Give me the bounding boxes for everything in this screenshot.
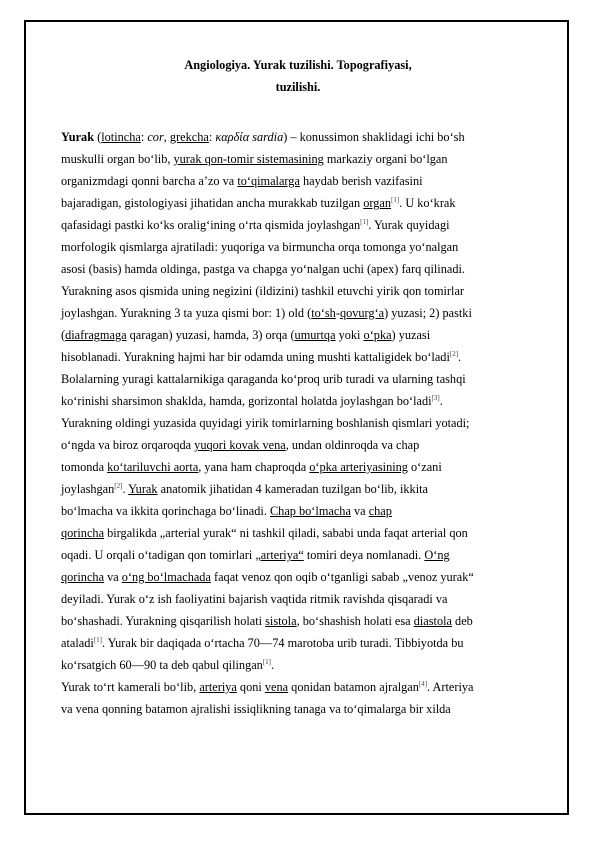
hyperlink[interactable]: lotincha bbox=[101, 130, 141, 144]
text-line bbox=[61, 500, 541, 522]
text-run: ko‘rinishi sharsimon shaklda, hamda, gorizontal holatda joylashgan bo‘ladi bbox=[61, 394, 432, 408]
text-run: ko‘rsatgich 60—90 ta deb qabul qilingan bbox=[61, 658, 263, 672]
text-line bbox=[61, 126, 541, 148]
citation-ref[interactable]: [1] bbox=[360, 218, 369, 226]
text-run: ( bbox=[94, 130, 102, 144]
hyperlink[interactable]: chap bbox=[368, 504, 392, 518]
text-run: yoki bbox=[335, 328, 364, 342]
hyperlink[interactable]: vena bbox=[264, 680, 289, 694]
text-line bbox=[61, 302, 541, 324]
hyperlink[interactable]: o‘pka bbox=[363, 328, 392, 342]
text-run: . Yurak quyidagi bbox=[368, 218, 450, 232]
text-run: ) yuzasi; 2) pastki bbox=[384, 306, 472, 320]
text-run: ) yuzasi bbox=[391, 328, 431, 342]
text-run: ( bbox=[61, 328, 66, 342]
text-line bbox=[61, 412, 541, 434]
text-run: : bbox=[208, 130, 216, 144]
hyperlink[interactable]: umurtqa bbox=[294, 328, 336, 342]
text-line bbox=[61, 676, 541, 698]
text-run: . bbox=[439, 394, 443, 408]
text-line bbox=[61, 214, 541, 236]
hyperlink[interactable]: organ bbox=[363, 196, 391, 210]
text-line bbox=[61, 192, 541, 214]
text-run: Bolalarning yuragi kattalarnikiga qaraganda ko‘proq urib turadi va ularning tashqi bbox=[61, 372, 466, 386]
text-run: ) – konussimon shaklidagi ichi bo‘sh bbox=[283, 130, 465, 144]
text-line bbox=[61, 610, 541, 632]
text-run: va bbox=[350, 504, 369, 518]
text-run: qoni bbox=[236, 680, 265, 694]
text-run: : bbox=[140, 130, 148, 144]
text-line bbox=[61, 544, 541, 566]
text-run: deb bbox=[451, 614, 473, 628]
text-line bbox=[61, 654, 541, 676]
text-line bbox=[61, 698, 541, 720]
hyperlink[interactable]: O‘ng bbox=[424, 548, 450, 562]
text-run: morfologik qismlarga ajratiladi: yuqoriga va birmuncha orqa tomonga yo‘nalgan bbox=[61, 240, 459, 254]
text-run: asosi (basis) hamda oldinga, pastga va chapga yo‘nalgan uchi (apex) farq qilinadi. bbox=[61, 262, 465, 276]
text-line bbox=[61, 588, 541, 610]
text-run: Yurakning oldingi yuzasida quyidagi yirik tomirlarning boshlanish qismlari yotadi; bbox=[61, 416, 470, 430]
text-run: bo‘shashadi. Yurakning qisqarilish holati bbox=[61, 614, 266, 628]
citation-ref[interactable]: [2] bbox=[114, 482, 123, 490]
text-line bbox=[61, 566, 541, 588]
text-run: , yana ham chaproqda bbox=[198, 460, 310, 474]
text-run: qafasidagi pastki ko‘ks oralig‘ining o‘rta qismida joylashgan bbox=[61, 218, 361, 232]
text-run: deyiladi. Yurak o‘z ish faoliyatini bajarish vaqtida ritmik ravishda qisqaradi va bbox=[61, 592, 448, 606]
text-run: markaziy organi bo‘lgan bbox=[323, 152, 448, 166]
text-run: anatomik jihatidan 4 kameradan tuzilgan bo‘lib, ikkita bbox=[157, 482, 428, 496]
text-run: Yurakning asos qismida uning negizini (ildizini) tashkil etuvchi yirik qon tomirlar bbox=[61, 284, 464, 298]
text-line bbox=[61, 236, 541, 258]
text-run: va vena qonning batamon ajralishi issiqlikning tanaga va to‘qimalarga bir xilda bbox=[61, 702, 451, 716]
text-run: - bbox=[335, 306, 340, 320]
text-run: . bbox=[271, 658, 275, 672]
text-run: bajaradigan, gistologiyasi jihatidan ancha murakkab tuzilgan bbox=[61, 196, 364, 210]
text-run: qaragan) yuzasi, hamda, 3) orqa ( bbox=[126, 328, 295, 342]
citation-ref[interactable]: [1] bbox=[391, 196, 400, 204]
text-run: . Arteriya bbox=[427, 680, 474, 694]
hyperlink[interactable]: to‘sh bbox=[311, 306, 336, 320]
hyperlink[interactable]: Chap bo‘lmacha bbox=[269, 504, 351, 518]
text-run: . bbox=[122, 482, 129, 496]
citation-ref[interactable]: [1] bbox=[262, 658, 272, 666]
text-line bbox=[61, 148, 541, 170]
text-run: καρδία sardia bbox=[215, 130, 284, 144]
hyperlink[interactable]: „arteriya“ bbox=[255, 548, 304, 562]
text-line bbox=[61, 478, 541, 500]
hyperlink[interactable]: yuqori kovak vena bbox=[194, 438, 286, 452]
text-line bbox=[61, 324, 541, 346]
paragraph-2 bbox=[61, 676, 541, 720]
text-line bbox=[61, 258, 541, 280]
text-run: haydab berish vazifasini bbox=[299, 174, 423, 188]
text-run: muskulli organ bo‘lib, bbox=[61, 152, 174, 166]
text-run: , bo‘shashish holati esa bbox=[296, 614, 414, 628]
citation-ref[interactable]: [1] bbox=[93, 636, 102, 644]
hyperlink[interactable]: diastola bbox=[413, 614, 452, 628]
text-run: ataladi bbox=[61, 636, 94, 650]
text-run: . U ko‘krak bbox=[399, 196, 456, 210]
hyperlink[interactable]: grekcha bbox=[169, 130, 209, 144]
text-run: organizmdagi qonni barcha a’zo va bbox=[61, 174, 238, 188]
paragraph-1 bbox=[61, 126, 541, 676]
text-run: joylashgan bbox=[61, 482, 115, 496]
text-run: bo‘lmacha va ikkita qorinchaga bo‘linadi. bbox=[61, 504, 270, 518]
hyperlink[interactable]: o‘ng bo‘lmachada bbox=[121, 570, 211, 584]
text-run: , bbox=[163, 130, 170, 144]
text-line bbox=[61, 170, 541, 192]
hyperlink[interactable]: to‘qimalarga bbox=[237, 174, 300, 188]
text-run: oqadi. U orqali o‘tadigan qon tomirlari bbox=[61, 548, 256, 562]
text-line bbox=[61, 434, 541, 456]
text-run: cor bbox=[147, 130, 164, 144]
document-title-line-1: Angiologiya. Yurak tuzilishi. Topografiyasi, bbox=[184, 58, 412, 72]
text-line bbox=[61, 368, 541, 390]
text-run: o‘ngda va biroz orqaroqda bbox=[61, 438, 195, 452]
text-line bbox=[61, 522, 541, 544]
hyperlink[interactable]: qorincha bbox=[61, 570, 105, 584]
text-run: birgalikda „arterial yurak“ ni tashkil qiladi, sababi unda faqat arterial qon bbox=[104, 526, 468, 540]
document-title-line-2: tuzilishi. bbox=[275, 80, 321, 94]
text-run: Yurak bbox=[61, 130, 95, 144]
text-run: , undan oldinroqda va chap bbox=[285, 438, 420, 452]
text-run: hisoblanadi. Yurakning hajmi har bir odamda uning mushti kattaligidek bo‘ladi bbox=[61, 350, 450, 364]
text-run: o‘zani bbox=[407, 460, 442, 474]
text-run: faqat venoz qon oqib o‘tganligi sabab „venoz yurak“ bbox=[210, 570, 474, 584]
text-run: . bbox=[458, 350, 462, 364]
text-run: . Yurak bir daqiqada o‘rtacha 70—74 marotoba urib turadi. Tibbiyotda bu bbox=[101, 636, 464, 650]
text-line bbox=[61, 632, 541, 654]
citation-ref[interactable]: [4] bbox=[418, 680, 428, 688]
text-line bbox=[61, 346, 541, 368]
citation-ref[interactable]: [2] bbox=[449, 350, 459, 358]
text-run: va bbox=[104, 570, 122, 584]
text-run: tomiri deya nomlanadi. bbox=[303, 548, 425, 562]
text-run: joylashgan. Yurakning 3 ta yuza qismi bor: 1) old ( bbox=[61, 306, 312, 320]
text-line bbox=[61, 456, 541, 478]
hyperlink[interactable]: arteriya bbox=[199, 680, 237, 694]
text-run: Yurak to‘rt kamerali bo‘lib, bbox=[61, 680, 200, 694]
text-line bbox=[61, 390, 541, 412]
text-run: tomonda bbox=[61, 460, 108, 474]
hyperlink[interactable]: o‘pka arteriyasining bbox=[309, 460, 408, 474]
citation-ref[interactable]: [3] bbox=[431, 394, 440, 402]
hyperlink[interactable]: Yurak bbox=[128, 482, 158, 496]
text-line bbox=[61, 280, 541, 302]
hyperlink[interactable]: qorincha bbox=[61, 526, 105, 540]
hyperlink[interactable]: qovurg‘a bbox=[339, 306, 385, 320]
hyperlink[interactable]: ko‘tariluvchi aorta bbox=[107, 460, 199, 474]
hyperlink[interactable]: yurak qon-tomir sistemasining bbox=[173, 152, 324, 166]
text-run: qonidan batamon ajralgan bbox=[288, 680, 419, 694]
document-body bbox=[61, 126, 541, 720]
hyperlink[interactable]: diafragmaga bbox=[65, 328, 127, 342]
hyperlink[interactable]: sistola bbox=[265, 614, 297, 628]
